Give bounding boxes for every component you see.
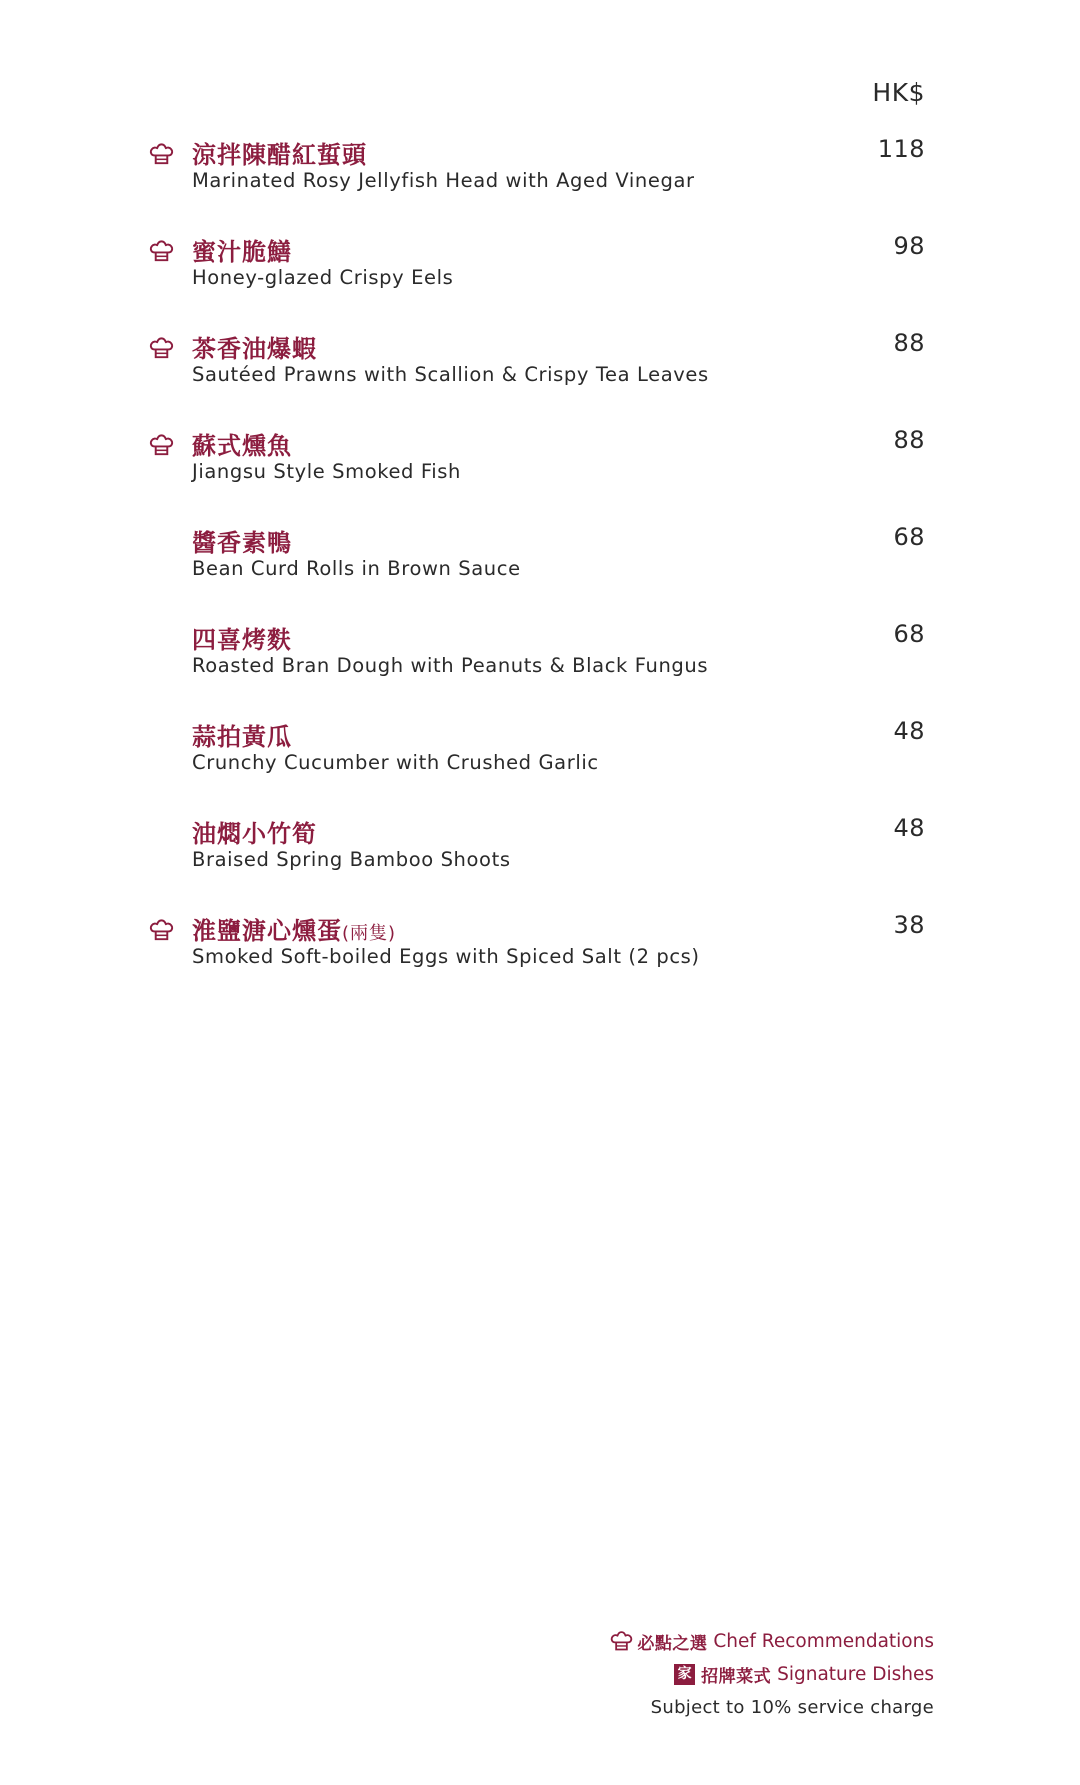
dish-price: 118 [877,135,925,163]
dish-name-zh-text: 涼拌陳醋紅蜇頭 [192,141,367,169]
legend-service-row [609,1691,934,1724]
legend-chef-row [609,1625,934,1658]
dish-name-zh-text: 四喜烤麩 [192,626,292,654]
dish-price: 88 [893,426,925,454]
signature-badge-icon: 家 [674,1664,695,1685]
dish-price: 38 [893,911,925,939]
legend-chef-zh: 必點之選 [637,1634,708,1654]
dish-name-en: Marinated Rosy Jellyfish Head with Aged Vinegar [192,169,695,192]
dish-name-en: Smoked Soft-boiled Eggs with Spiced Salt (2 pcs) [192,945,700,968]
dish-price: 68 [893,620,925,648]
dish-name-en: Bean Curd Rolls in Brown Sauce [192,557,521,580]
dish-name-zh-text: 油燜小竹筍 [192,820,317,848]
dish-name-en: Honey-glazed Crispy Eels [192,266,454,289]
dish-price: 98 [893,232,925,260]
chef-hat-icon [148,238,175,265]
chef-hat-icon [148,141,175,168]
menu-item [0,426,1080,516]
dish-price: 68 [893,523,925,551]
chef-hat-icon [609,1629,634,1654]
dish-price: 88 [893,329,925,357]
menu-item [0,329,1080,419]
dish-name-zh [192,329,317,364]
menu-item [0,232,1080,322]
legend-signature-row [609,1658,934,1691]
dish-name-zh-text: 茶香油爆蝦 [192,335,317,363]
dish-price: 48 [893,814,925,842]
dish-name-zh-text: 蒜拍黃瓜 [192,723,292,751]
dish-name-zh [192,717,292,752]
dish-name-zh-text: 淮鹽溏心燻蛋 [192,917,342,945]
menu-item [0,911,1080,1001]
dish-name-zh [192,814,317,849]
dish-price: 48 [893,717,925,745]
service-charge-note: Subject to 10% service charge [650,1697,934,1718]
menu-item [0,717,1080,807]
dish-name-zh [192,523,292,558]
dish-name-en: Jiangsu Style Smoked Fish [192,460,461,483]
legend-signature-zh: 招牌菜式 [701,1667,772,1687]
menu-item [0,620,1080,710]
chef-hat-icon [148,432,175,459]
legend-signature-en: Signature Dishes [777,1664,934,1685]
dish-name-zh [192,620,292,655]
dish-name-zh [192,135,367,170]
chef-hat-icon [148,917,175,944]
dish-name-zh-text: 蜜汁脆鱔 [192,238,292,266]
chef-hat-icon [148,335,175,362]
menu-item [0,135,1080,225]
legend [609,1625,934,1724]
dish-name-zh [192,232,292,267]
dish-name-en: Braised Spring Bamboo Shoots [192,848,511,871]
dish-name-en: Sautéed Prawns with Scallion & Crispy Tea Leaves [192,363,709,386]
legend-chef-en: Chef Recommendations [713,1631,934,1652]
dish-name-en: Roasted Bran Dough with Peanuts & Black Fungus [192,654,709,677]
dish-name-zh-text: 醬香素鴨 [192,529,292,557]
currency-header: HK$ [872,78,925,107]
dish-name-zh-text: 蘇式燻魚 [192,432,292,460]
dish-note-zh: (兩隻) [342,923,397,944]
dish-name-zh [192,911,396,946]
menu-item [0,814,1080,904]
menu-item [0,523,1080,613]
dish-name-zh [192,426,292,461]
dish-name-en: Crunchy Cucumber with Crushed Garlic [192,751,599,774]
